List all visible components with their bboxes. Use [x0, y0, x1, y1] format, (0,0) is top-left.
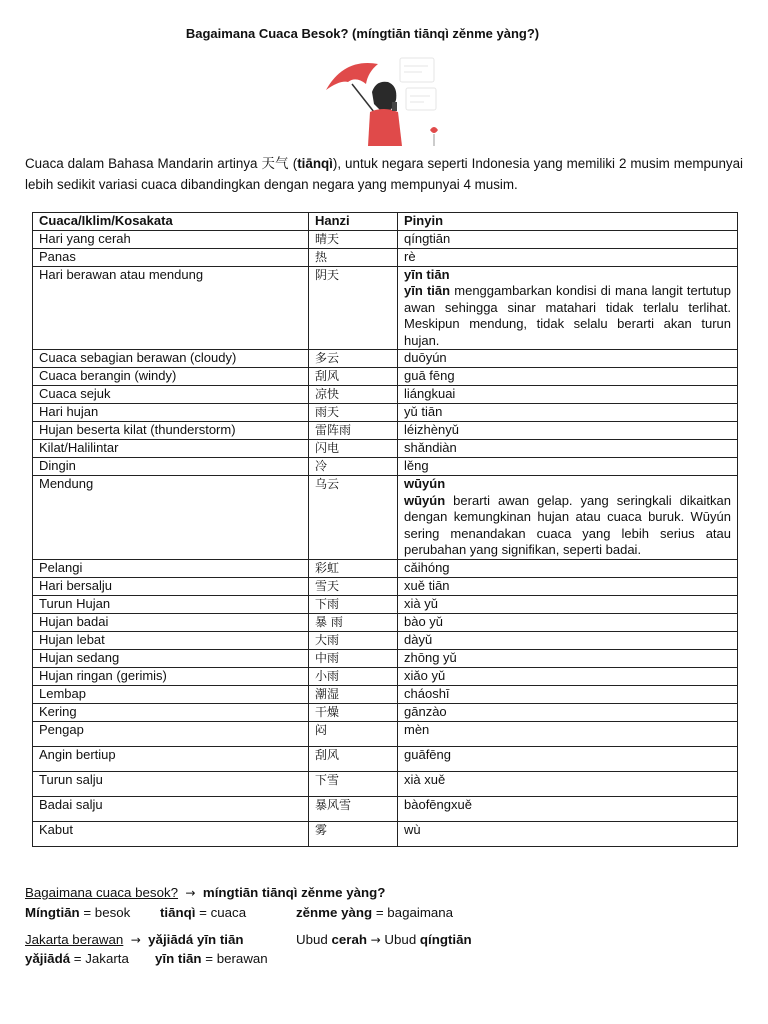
vocabulary-table: [32, 212, 738, 847]
table-row: [33, 703, 738, 721]
table-row: [33, 440, 738, 458]
cell-pinyin: cháoshī: [398, 685, 738, 703]
cell-term: Dingin: [33, 458, 309, 476]
table-row: [33, 746, 738, 771]
table-row: [33, 422, 738, 440]
cell-hanzi: 下雪: [309, 771, 398, 796]
cell-hanzi: 彩虹: [309, 559, 398, 577]
example-2-answer: yǎjiādá yīn tiān: [148, 932, 244, 947]
cell-pinyin: lěng: [398, 458, 738, 476]
cell-hanzi: 闷: [309, 721, 398, 746]
glossary-2-item-2: [155, 951, 268, 966]
glossary-1-item-3: [296, 905, 453, 920]
header-term: Cuaca/Iklim/Kosakata: [33, 213, 309, 231]
cell-term: Pengap: [33, 721, 309, 746]
table-row: [33, 796, 738, 821]
cell-hanzi: 大雨: [309, 631, 398, 649]
glossary-meaning: = cuaca: [195, 905, 247, 920]
side-prefix: Ubud: [296, 932, 332, 947]
intro-text-before: Cuaca dalam Bahasa Mandarin artinya: [25, 156, 262, 171]
glossary-word: yǎjiādá: [25, 951, 71, 966]
header-pinyin: Pinyin: [398, 213, 738, 231]
table-row: [33, 266, 738, 350]
cell-term: Lembap: [33, 685, 309, 703]
note-lead: yīn tiān: [404, 283, 451, 298]
cell-term: Turun Hujan: [33, 595, 309, 613]
table-row: [33, 685, 738, 703]
cell-term: Hari berawan atau mendung: [33, 266, 309, 350]
cell-pinyin: cǎihóng: [398, 559, 738, 577]
cell-hanzi: 乌云: [309, 476, 398, 560]
table-row: [33, 476, 738, 560]
example-side-line: [296, 932, 472, 947]
table-row: [33, 649, 738, 667]
intro-open: (: [288, 156, 298, 171]
cell-hanzi: 雾: [309, 821, 398, 846]
table-row: [33, 631, 738, 649]
table-row: [33, 771, 738, 796]
glossary-word: tiānqì: [160, 905, 196, 920]
table-row: [33, 248, 738, 266]
example-2-question-line: [25, 932, 244, 947]
cell-pinyin: wù: [398, 821, 738, 846]
cell-hanzi: 潮湿: [309, 685, 398, 703]
cell-term: Hujan ringan (gerimis): [33, 667, 309, 685]
table-row: [33, 350, 738, 368]
cell-pinyin: léizhènyǔ: [398, 422, 738, 440]
cell-pinyin: xià xuě: [398, 771, 738, 796]
cell-term: Hujan lebat: [33, 631, 309, 649]
pinyin-heading: yīn tiān: [404, 266, 450, 282]
table-row: [33, 368, 738, 386]
cell-hanzi: 暴风雪: [309, 796, 398, 821]
table-row: [33, 667, 738, 685]
cell-hanzi: 中雨: [309, 649, 398, 667]
example-2-question: Jakarta berawan: [25, 932, 124, 947]
glossary-meaning: = bagaimana: [372, 905, 454, 920]
cell-term: Hari yang cerah: [33, 230, 309, 248]
table-row: [33, 404, 738, 422]
cell-pinyin: duōyún: [398, 350, 738, 368]
cell-pinyin: guāfēng: [398, 746, 738, 771]
arrow-right-icon: →: [370, 933, 381, 947]
table-row: [33, 821, 738, 846]
glossary-word: Míngtiān: [25, 905, 80, 920]
cell-pinyin: qíngtiān: [398, 230, 738, 248]
table-row: [33, 458, 738, 476]
example-1-question: Bagaimana cuaca besok?: [25, 885, 179, 900]
cell-term: Mendung: [33, 476, 309, 560]
cell-hanzi: 阴天: [309, 266, 398, 350]
cell-pinyin: [398, 476, 738, 560]
cell-hanzi: 雷阵雨: [309, 422, 398, 440]
cell-pinyin: gānzào: [398, 703, 738, 721]
cell-hanzi: 闪电: [309, 440, 398, 458]
cell-term: Kering: [33, 703, 309, 721]
cell-term: Kilat/Halilintar: [33, 440, 309, 458]
cell-hanzi: 多云: [309, 350, 398, 368]
cell-hanzi: 冷: [309, 458, 398, 476]
cell-term: Kabut: [33, 821, 309, 846]
side-word-qingtian: qíngtiān: [419, 932, 472, 947]
table-row: [33, 559, 738, 577]
intro-pinyin: tiānqì: [297, 156, 333, 171]
glossary-word: zěnme yàng: [296, 905, 373, 920]
glossary-1-item-2: [160, 905, 246, 920]
intro-hanzi: 天气: [261, 157, 289, 172]
side-mid: Ubud: [380, 932, 420, 947]
cell-term: Hujan beserta kilat (thunderstorm): [33, 422, 309, 440]
cell-term: Cuaca sebagian berawan (cloudy): [33, 350, 309, 368]
glossary-meaning: = berawan: [201, 951, 268, 966]
cell-hanzi: 凉快: [309, 386, 398, 404]
cell-pinyin: bàofēngxuě: [398, 796, 738, 821]
umbrella-girl-illustration: [322, 50, 446, 150]
vocabulary-rows: [33, 230, 738, 846]
cell-term: Hari hujan: [33, 404, 309, 422]
cell-pinyin: guā fēng: [398, 368, 738, 386]
table-row: [33, 386, 738, 404]
table-header-row: [33, 213, 738, 231]
cell-term: Hujan badai: [33, 613, 309, 631]
table-row: [33, 595, 738, 613]
cell-term: Hari bersalju: [33, 577, 309, 595]
cell-term: Cuaca berangin (windy): [33, 368, 309, 386]
cell-term: Pelangi: [33, 559, 309, 577]
table-row: [33, 230, 738, 248]
intro-text-after: ), untuk negara seperti Indonesia yang memiliki 2 musim mempunyai lebih sedikit variasi cuaca dibandingkan dengan negara yang mempunyai 4 musim.: [25, 156, 744, 192]
cell-term: Badai salju: [33, 796, 309, 821]
glossary-word: yīn tiān: [155, 951, 202, 966]
cell-pinyin: zhōng yǔ: [398, 649, 738, 667]
cell-hanzi: 晴天: [309, 230, 398, 248]
cell-term: Turun salju: [33, 771, 309, 796]
example-1-answer: míngtiān tiānqì zěnme yàng?: [202, 885, 386, 900]
glossary-meaning: = besok: [79, 905, 131, 920]
cell-pinyin: shǎndiàn: [398, 440, 738, 458]
pinyin-heading: wūyún: [404, 476, 446, 491]
arrow-right-icon: →: [185, 886, 196, 900]
cell-pinyin: xià yǔ: [398, 595, 738, 613]
cell-hanzi: 干燥: [309, 703, 398, 721]
header-hanzi: Hanzi: [309, 213, 398, 231]
glossary-2-item-1: [25, 951, 129, 966]
cell-pinyin: rè: [398, 248, 738, 266]
cell-pinyin: liángkuai: [398, 386, 738, 404]
page-title: Bagaimana Cuaca Besok? (míngtiān tiānqì zěnme yàng?): [185, 26, 540, 41]
side-word-cerah: cerah: [331, 932, 367, 947]
cell-hanzi: 刮风: [309, 368, 398, 386]
cell-term: Cuaca sejuk: [33, 386, 309, 404]
table-row: [33, 577, 738, 595]
table-row: [33, 613, 738, 631]
cell-hanzi: 刮风: [309, 746, 398, 771]
glossary-meaning: = Jakarta: [70, 951, 129, 966]
cell-hanzi: 雪天: [309, 577, 398, 595]
cell-pinyin: [398, 266, 738, 350]
cell-hanzi: 小雨: [309, 667, 398, 685]
cell-pinyin: xiǎo yǔ: [398, 667, 738, 685]
cell-pinyin: dàyǔ: [398, 631, 738, 649]
note-text: menggambarkan kondisi di mana langit tertutup awan sehingga sinar matahari tidak terlalu terlihat. Meskipun mendung, tidak selalu berarti akan turun hujan.: [404, 283, 731, 348]
example-1-question-line: [25, 885, 385, 900]
cell-hanzi: 暴 雨: [309, 613, 398, 631]
cell-hanzi: 热: [309, 248, 398, 266]
cell-pinyin: bào yǔ: [398, 613, 738, 631]
note-text: berarti awan gelap. yang seringkali dikaitkan dengan kemungkinan hujan atau cuaca buruk. Wūyún sering menandakan cuaca yang lebih serius atau perubahan yang signifikan, seperti badai.: [404, 492, 731, 557]
arrow-right-icon: →: [130, 933, 141, 947]
cell-term: Hujan sedang: [33, 649, 309, 667]
intro-paragraph: [25, 154, 743, 195]
cell-pinyin: xuě tiān: [398, 577, 738, 595]
cell-term: Panas: [33, 248, 309, 266]
cell-hanzi: 下雨: [309, 595, 398, 613]
glossary-1-item-1: [25, 905, 130, 920]
cell-hanzi: 雨天: [309, 404, 398, 422]
table-row: [33, 721, 738, 746]
cell-pinyin: yǔ tiān: [398, 404, 738, 422]
note-lead: wūyún: [404, 492, 446, 508]
cell-pinyin: mèn: [398, 721, 738, 746]
cell-term: Angin bertiup: [33, 746, 309, 771]
